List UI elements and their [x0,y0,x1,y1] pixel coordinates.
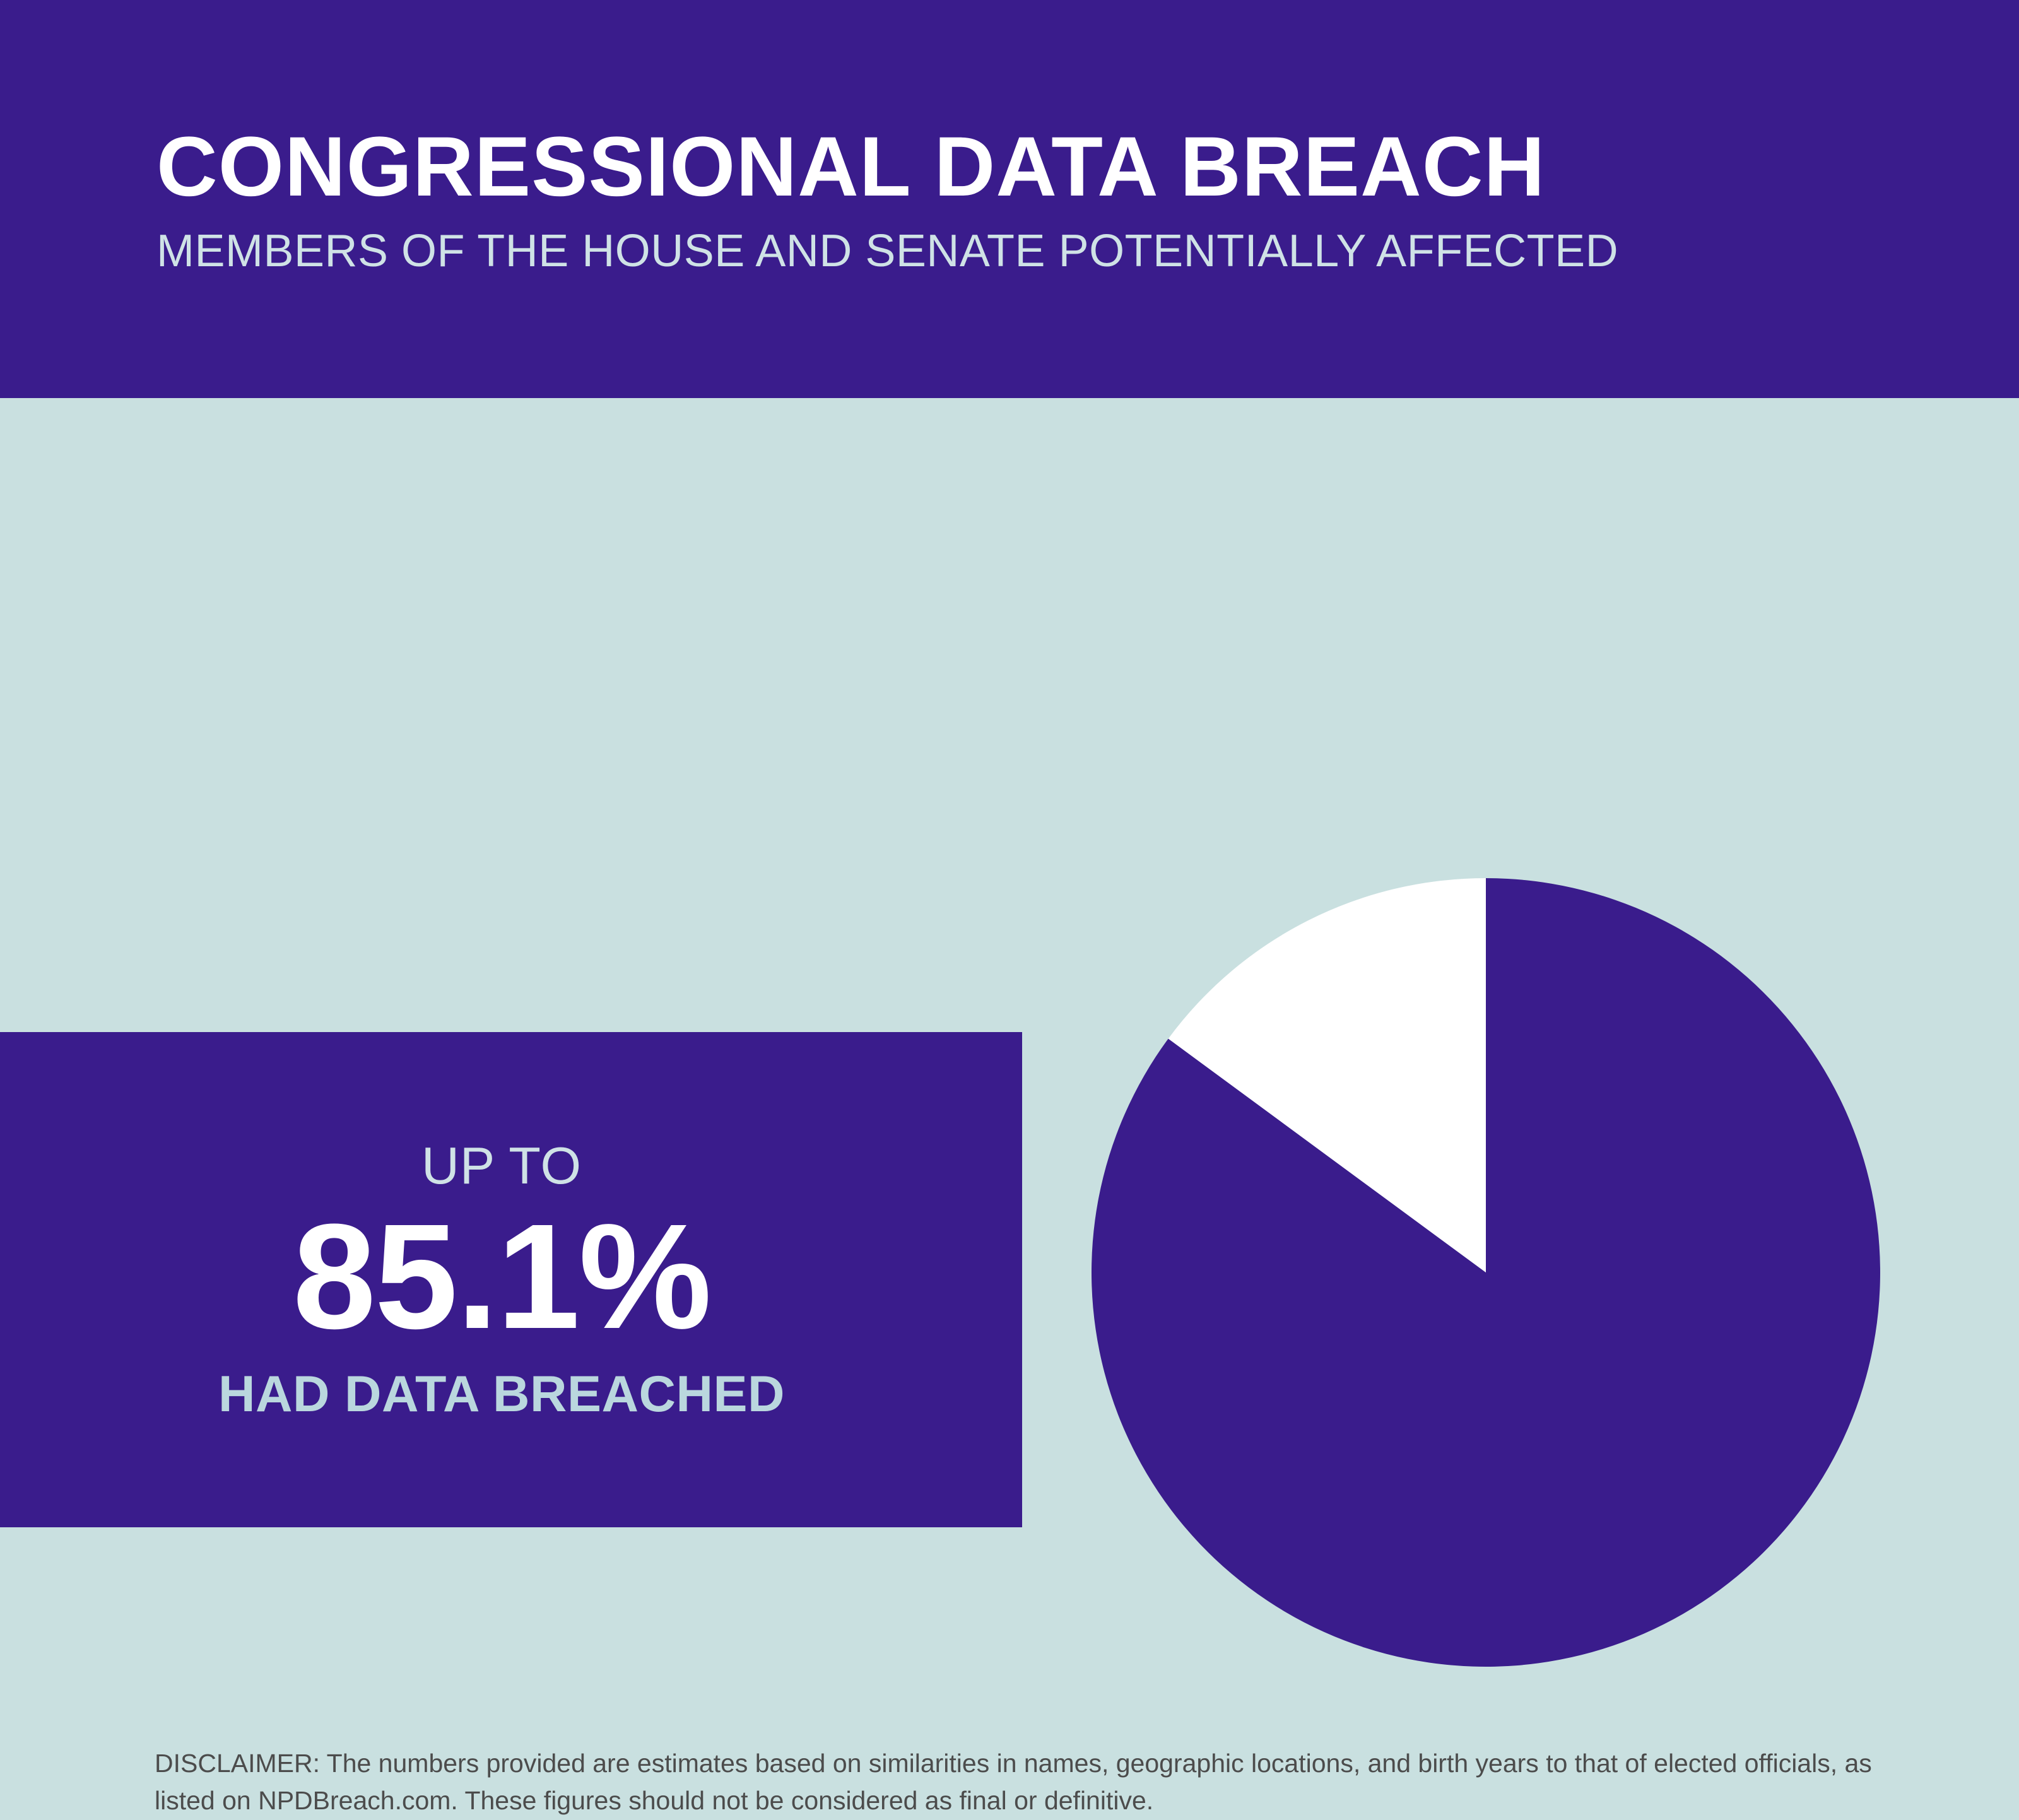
stat-caption-label: HAD DATA BREACHED [218,1366,785,1423]
page-title: CONGRESSIONAL DATA BREACH [156,119,1546,214]
stat-callout-panel [0,1032,1022,1527]
disclaimer-text: DISCLAIMER: The numbers provided are estimates based on similarities in names, geographic locations, and birth years to that of elected officials, as listed on NPDBreach.com. These figures should not be considered as final or definitive. [155,1749,1872,1816]
page-subtitle: MEMBERS OF THE HOUSE AND SENATE POTENTIALLY AFFECTED [156,226,1619,277]
header-banner [0,0,2019,398]
content-area [0,398,2019,1816]
stat-value: 85.1% [292,1192,710,1360]
pie-chart [1092,878,1880,1667]
stat-eyebrow-label: UP TO [421,1136,582,1195]
